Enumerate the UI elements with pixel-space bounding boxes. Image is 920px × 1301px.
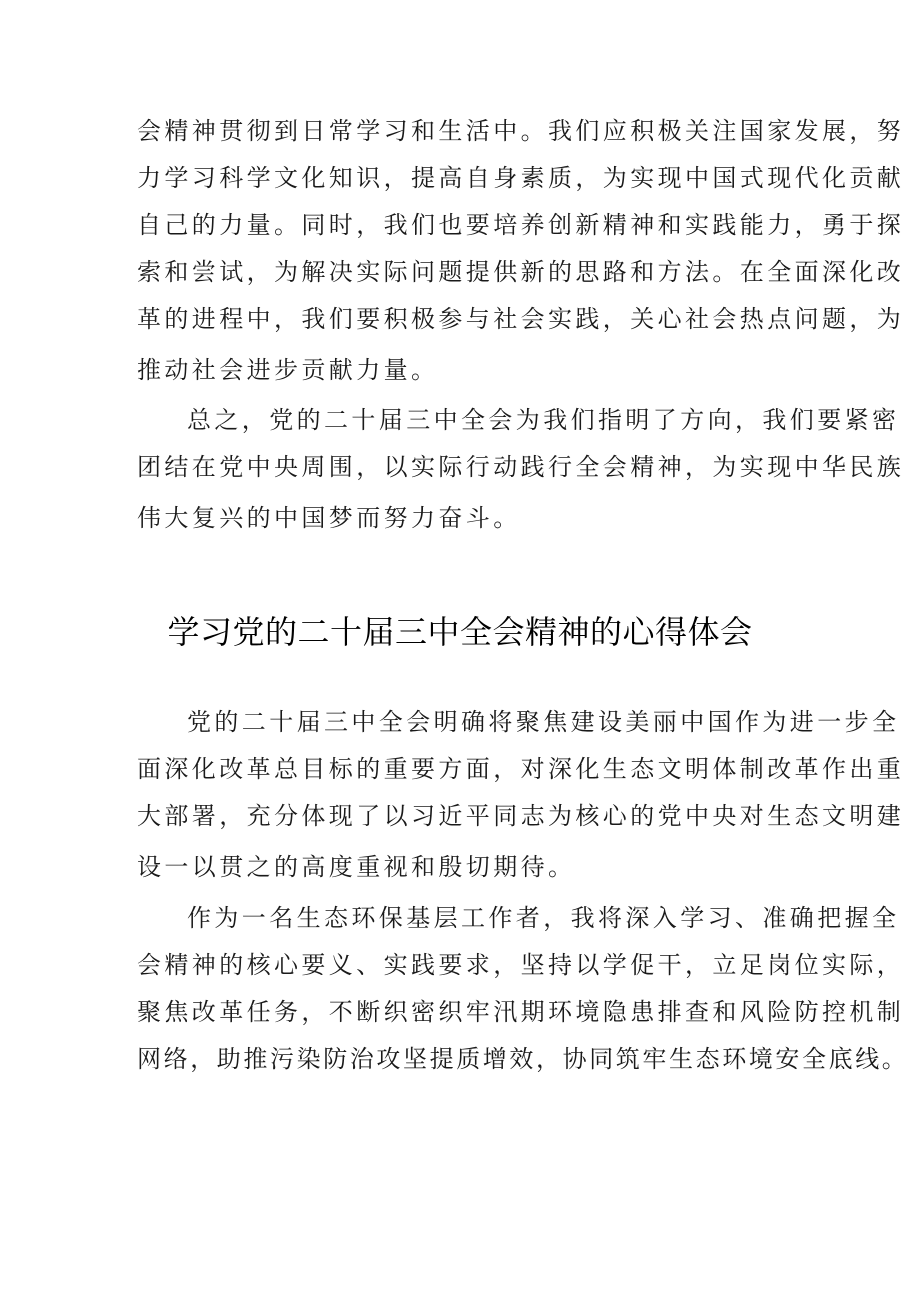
paragraph-line: 团结在党中央周围，以实际行动践行全会精神，为实现中华民族 [137, 453, 905, 481]
paragraph-line: 索和尝试，为解决实际问题提供新的思路和方法。在全面深化改 [137, 258, 905, 286]
paragraph-line: 自己的力量。同时，我们也要培养创新精神和实践能力，勇于探 [137, 211, 905, 239]
paragraph-line: 设一以贯之的高度重视和殷切期待。 [137, 853, 576, 881]
paragraph-line: 作为一名生态环保基层工作者，我将深入学习、准确把握全 [187, 904, 900, 932]
section-heading: 学习党的二十届三中全会精神的心得体会 [167, 613, 753, 651]
paragraph-line: 面深化改革总目标的重要方面，对深化生态文明体制改革作出重 [137, 755, 905, 783]
paragraph-line: 总之，党的二十届三中全会为我们指明了方向，我们要紧密 [187, 406, 900, 434]
paragraph-line: 网络，助推污染防治攻坚提质增效，协同筑牢生态环境安全底线。 [137, 1045, 909, 1073]
paragraph-line: 力学习科学文化知识，提高自身素质，为实现中国式现代化贡献 [137, 164, 905, 192]
paragraph-line: 伟大复兴的中国梦而努力奋斗。 [137, 504, 521, 532]
paragraph-line: 大部署，充分体现了以习近平同志为核心的党中央对生态文明建 [137, 802, 905, 830]
paragraph-line: 会精神的核心要义、实践要求，坚持以学促干，立足岗位实际， [137, 951, 905, 979]
paragraph-line: 会精神贯彻到日常学习和生活中。我们应积极关注国家发展，努 [137, 117, 905, 145]
paragraph-line: 党的二十届三中全会明确将聚焦建设美丽中国作为进一步全 [187, 708, 900, 736]
paragraph-line: 推动社会进步贡献力量。 [137, 356, 439, 384]
paragraph-line: 聚焦改革任务，不断织密织牢汛期环境隐患排查和风险防控机制 [137, 998, 905, 1026]
paragraph-line: 革的进程中，我们要积极参与社会实践，关心社会热点问题，为 [137, 305, 905, 333]
